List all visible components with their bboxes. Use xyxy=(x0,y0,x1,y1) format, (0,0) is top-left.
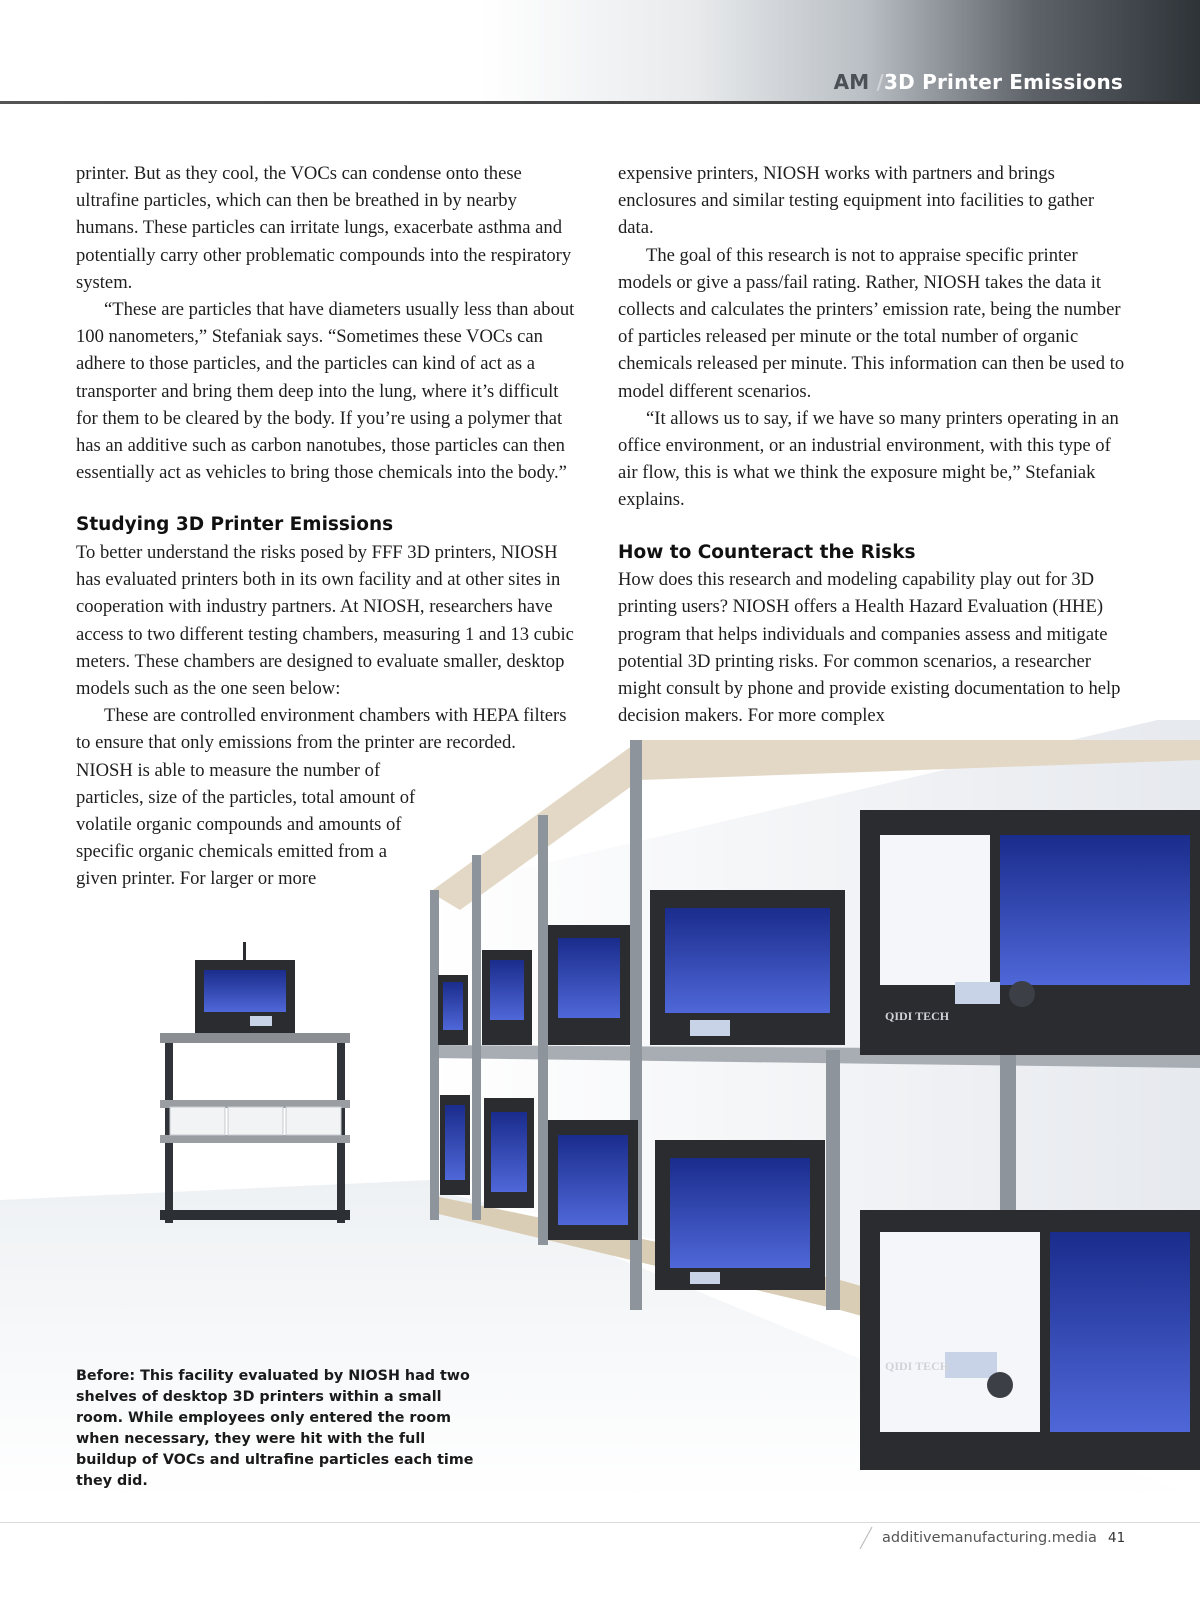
left-paragraph-3: To better understand the risks posed by FFF 3D printers, NIOSH has evaluated printers both in its own facility and at other sites in cooperation with industry partners. At NIOSH, researchers have access to two different testing chambers, measuring 1 and 13 cubic meters. These chambers are designed to evaluate smaller, desktop models such as the one seen below: xyxy=(76,541,574,699)
right-paragraph-3: “It allows us to say, if we have so many printers operating in an office environment, or an industrial environment, with this type of air flow, this is what we think the exposure might be,” Stefaniak explains. xyxy=(618,407,1119,511)
small-cart xyxy=(160,942,350,1223)
footer-rule xyxy=(0,1522,1200,1523)
page-number: 41 xyxy=(1108,1530,1126,1546)
left-paragraph-4a: These are controlled environment chambers with HEPA filters to ensure that only emissions from the printer are recorded. NIOSH is able to measure the number of xyxy=(76,705,567,781)
left-paragraph-2: “These are particles that have diameters usually less than about 100 nanometers,” Stefaniak says. “Sometimes these VOCs can adhere to those particles, and the particles can kind of act as a transporter and bring them deep into the lung, where it’s difficult for them to be cleared by the body. If you’re using a polymer that has an additive such as carbon nanotubes, those particles can then essentially act as vehicles to bring those chemicals into the body.” xyxy=(76,299,575,484)
brand-label-top: QIDI TECH xyxy=(885,1009,950,1023)
right-paragraph-4: How does this research and modeling capability play out for 3D printing users? NIOSH offers a Health Hazard Evaluation (HHE) program that helps individuals and companies assess and mitigate potential 3D printing risks. For common scenarios, a researcher might consult by phone and provide existing documentation to help decision makers. For more complex xyxy=(618,569,1121,727)
section-title: 3D Printer Emissions xyxy=(884,70,1123,94)
right-paragraph-1: expensive printers, NIOSH works with partners and brings enclosures and similar testing equipment into facilities to gather data. xyxy=(618,163,1095,239)
section-label xyxy=(834,70,1123,94)
brand-label-bottom: QIDI TECH xyxy=(885,1359,950,1373)
photo-caption: Before: This facility evaluated by NIOSH had two shelves of desktop 3D printers within a small room. While employees only entered the room when necessary, they were hit with the full buildup of VOCs and ultrafine particles each time they did. xyxy=(76,1368,474,1489)
am-logo-text: AM xyxy=(833,70,870,94)
right-paragraph-2: The goal of this research is not to appraise specific printer models or give a pass/fail rating. Rather, NIOSH takes the data it collects and calculates the printers’ emission rate, being the number of particles released per minute or the total number of organic chemicals released per minute. This information can then be used to model different scenarios. xyxy=(618,244,1125,402)
left-paragraph-4b: particles, size of the particles, total amount of volatile organic compounds and amounts of specific organic chemicals emitted from a given printer. For larger or more xyxy=(76,786,416,890)
left-subheading: Studying 3D Printer Emissions xyxy=(76,514,394,536)
left-paragraph-1: printer. But as they cool, the VOCs can condense onto these ultrafine particles, which can then be breathed in by nearby humans. These particles can irritate lungs, exacerbate asthma and potentially carry other problematic compounds into the respiratory system. xyxy=(76,163,572,293)
right-subheading: How to Counteract the Risks xyxy=(618,541,916,563)
footer-url[interactable]: additivemanufacturing.media xyxy=(882,1530,1097,1546)
header-rule xyxy=(0,101,1200,104)
footer-slash-icon xyxy=(858,1526,874,1550)
right-column xyxy=(618,160,1128,729)
header-slash: / xyxy=(869,70,885,94)
